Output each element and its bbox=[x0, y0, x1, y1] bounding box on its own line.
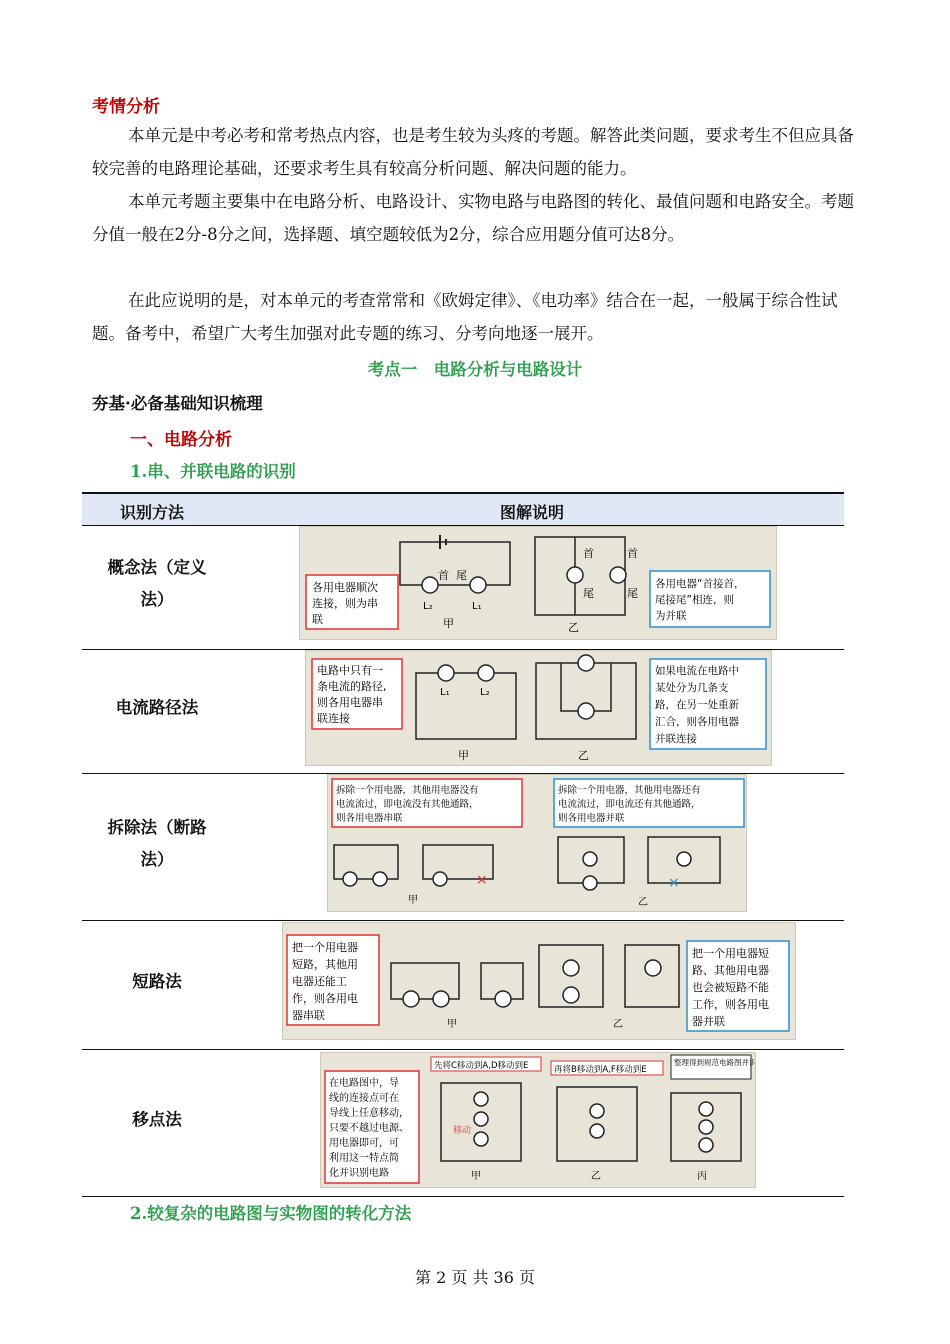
note-left-line4: 联连接 bbox=[317, 712, 350, 725]
note-right-line3: 也会被短路不能 bbox=[692, 981, 769, 994]
note-left-line3: 联 bbox=[312, 613, 323, 626]
figure-removal-method bbox=[327, 774, 747, 912]
note-right-line2: 某处分为几条支 bbox=[655, 682, 729, 694]
label-l2: L₂ bbox=[480, 687, 490, 698]
label-l1: L₁ bbox=[472, 601, 482, 612]
label-yi: 乙 bbox=[613, 1019, 623, 1030]
method-label-line1: 移点法 bbox=[132, 1110, 182, 1129]
subsection-conversion: 2.较复杂的电路图与实物图的转化方法 bbox=[130, 1204, 412, 1223]
section-head: 考情分析 bbox=[92, 97, 160, 117]
note-right-line3: 为并联 bbox=[655, 610, 687, 622]
method-short-circuit bbox=[82, 966, 232, 998]
note-right-line1: 如果电流在电路中 bbox=[655, 665, 739, 677]
method-label-line1: 短路法 bbox=[132, 972, 182, 991]
paragraph-1: 本单元是中考必考和常考热点内容，也是考生较为头疼的考题。解答此类问题，要求考生不但应具备较完善的电路理论基础，还要求考生具有较高分析问题、解决问题的能力。 bbox=[92, 126, 854, 178]
label-head: 首 bbox=[438, 569, 449, 582]
label-jia: 甲 bbox=[447, 1019, 457, 1030]
note-right-line2: 电流流过，即电流还有其他通路， bbox=[558, 799, 701, 810]
note-right-line1: 各用电器“首接首， bbox=[655, 578, 745, 590]
note-right-line5: 器并联 bbox=[692, 1015, 725, 1028]
row-divider bbox=[82, 1196, 844, 1197]
label-jia: 甲 bbox=[408, 895, 418, 906]
note-right-line4: 工作，则各用电 bbox=[692, 998, 769, 1011]
label-tail-2: 尾 bbox=[583, 587, 594, 600]
note-right-line2: 尾接尾”相连，则 bbox=[655, 594, 734, 606]
note-left-line3: 则各用电器串 bbox=[317, 696, 383, 709]
note-left-line1: 把一个用电器 bbox=[292, 941, 358, 954]
note-left-line1: 电路中只有一 bbox=[317, 664, 383, 677]
note-right-line1: 把一个用电器短 bbox=[692, 947, 769, 960]
note-left-line3: 则各用电器串联 bbox=[336, 813, 403, 824]
label-yi: 乙 bbox=[578, 749, 589, 762]
method-point-moving bbox=[82, 1104, 232, 1136]
note-left-line2: 线的连接点可在 bbox=[329, 1093, 399, 1104]
note-left-line2: 电流流过，即电流没有其他通路， bbox=[336, 799, 479, 810]
method-concept bbox=[82, 552, 232, 616]
note-left-line7: 化并识别电路 bbox=[329, 1168, 389, 1179]
note-left-line3: 电器还能工 bbox=[292, 975, 347, 988]
column-header-method: 识别方法 bbox=[120, 503, 185, 522]
foundation-title: 夯基·必备基础知识梳理 bbox=[92, 394, 263, 413]
label-tail-3: 尾 bbox=[627, 587, 638, 600]
method-label-line1: 概念法（定义 bbox=[107, 558, 207, 577]
row-divider bbox=[82, 1049, 844, 1050]
label-yi: 乙 bbox=[638, 897, 648, 908]
method-label-line2: 法） bbox=[140, 590, 174, 609]
note-left-line2: 条电流的路径, bbox=[317, 680, 387, 693]
label-head-2: 首 bbox=[583, 547, 594, 560]
top-note-3: 整理得到规范电路图并识别 bbox=[674, 1058, 755, 1067]
figure-short-circuit-method bbox=[282, 922, 796, 1040]
method-label-line1: 拆除法（断路 bbox=[107, 818, 207, 837]
svg-text:×: × bbox=[668, 875, 680, 891]
note-right-line3: 则各用电器并联 bbox=[558, 813, 625, 824]
method-current-path bbox=[82, 692, 232, 724]
note-left-line5: 用电器即可，可 bbox=[329, 1138, 399, 1149]
note-left-line6: 利用这一特点简 bbox=[329, 1153, 399, 1164]
paragraph-3: 在此应说明的是，对本单元的考查常常和《欧姆定律》、《电功率》结合在一起，一般属于综合性试题。备考中，希望广大考生加强对此专题的练习、分考向地逐一展开。 bbox=[92, 291, 838, 343]
subsection-identification: 1.串、并联电路的识别 bbox=[130, 462, 296, 481]
row-divider bbox=[82, 920, 844, 921]
figure-current-path-method bbox=[305, 650, 772, 766]
note-left-line4: 作，则各用电 bbox=[292, 992, 358, 1005]
label-head-3: 首 bbox=[627, 547, 638, 560]
figure-concept-method bbox=[299, 526, 777, 640]
note-left-line5: 器串联 bbox=[292, 1009, 325, 1022]
label-l2: L₂ bbox=[423, 601, 433, 612]
label-tail: 尾 bbox=[456, 569, 467, 582]
label-jia: 甲 bbox=[443, 617, 454, 630]
note-left-line4: 只要不越过电源、 bbox=[329, 1123, 409, 1134]
method-label-line1: 电流路径法 bbox=[115, 698, 199, 717]
method-removal bbox=[82, 812, 232, 876]
column-header-illustration: 图解说明 bbox=[500, 503, 565, 522]
label-jia: 甲 bbox=[458, 749, 469, 762]
note-left-line1: 各用电器顺次 bbox=[312, 581, 378, 594]
label-l1: L₁ bbox=[440, 687, 450, 698]
note-left-line2: 连接，则为串 bbox=[312, 597, 378, 610]
paragraph-2: 本单元考题主要集中在电路分析、电路设计、实物电路与电路图的转化、最值问题和电路安全。考题分值一般在2分-8分之间，选择题、填空题较低为2分，综合应用题分值可达8分。 bbox=[92, 192, 854, 244]
note-left-line3: 导线上任意移动， bbox=[329, 1108, 409, 1119]
top-note-2: 再将B移动到A,F移动到E bbox=[554, 1065, 647, 1075]
label-bing: 丙 bbox=[697, 1171, 707, 1182]
note-right-line4: 汇合，则各用电器 bbox=[655, 716, 739, 728]
page-footer: 第 2 页 共 36 页 bbox=[415, 1268, 535, 1287]
method-label-line2: 法） bbox=[140, 850, 174, 869]
label-move: 移动 bbox=[453, 1126, 472, 1136]
label-jia: 甲 bbox=[471, 1171, 481, 1182]
label-yi: 乙 bbox=[591, 1171, 601, 1182]
top-note-1: 先将C移动到A,D移动到E bbox=[434, 1061, 529, 1071]
svg-text:×: × bbox=[476, 872, 488, 888]
note-right-line1: 拆除一个用电器，其他用电器还有 bbox=[558, 785, 701, 796]
note-left-line1: 在电路图中，导 bbox=[329, 1078, 399, 1089]
note-right-line2: 路、其他用电器 bbox=[692, 964, 769, 977]
note-left-line1: 拆除一个用电器，其他用电器没有 bbox=[336, 785, 479, 796]
figure-point-moving-method bbox=[320, 1052, 756, 1188]
label-yi: 乙 bbox=[568, 621, 579, 634]
table-header bbox=[82, 492, 844, 526]
note-right-line3: 路，在另一处重新 bbox=[655, 699, 739, 711]
subsection-circuit-analysis: 一、电路分析 bbox=[130, 430, 232, 450]
kaodian-title: 考点一 电路分析与电路设计 bbox=[367, 360, 583, 379]
note-left-line2: 短路，其他用 bbox=[292, 958, 358, 971]
note-right-line5: 并联连接 bbox=[655, 733, 697, 745]
